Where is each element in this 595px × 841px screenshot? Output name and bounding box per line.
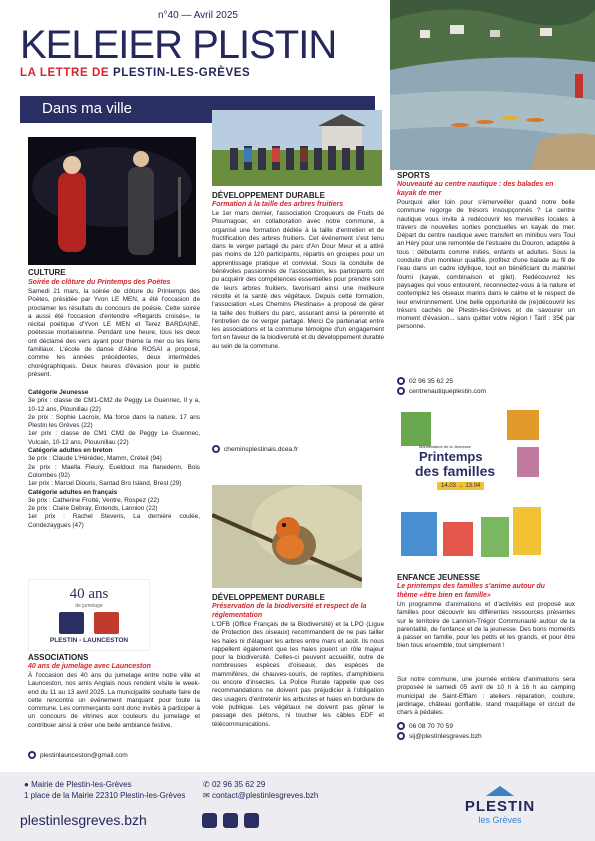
arbres-body: Le 1er mars dernier, l'association Croqueurs de Fruits de Ploumagoar, en collaboration avec notre commune, a organisé une formation dédiée à la taille d'entretien et de fructification des arbres fruitiers. Cet événement s'est tenu dans le verger partagé du parc d'An Dour Meur et a attiré pas moins de 120 participants, répartis en groupes pour un apprentissage pratique et convivial. Sous la conduite de bénévoles passionnés de l'association, les participants ont pu acquérir des compétences essentielles pour prendre soin de leurs arbres fruitiers, favorisant ainsi une meilleure récolte et la santé des végétaux. Depuis cette formation, l'association «Les Chemins Plestinais» a proposé de gérer la taille des fruitiers du parc, assurant ainsi la pérennité et l'entretien de ce verger partagé. Merci Ce partenariat entre les associations et la commune témoigne d'un engagement fort en faveur de la biodiversité et du développement durable au sein de la commune. — [212, 210, 384, 350]
issue-number: n°40 — Avril 2025 — [158, 10, 238, 21]
culture-category: CULTURE — [28, 268, 66, 277]
logo-main: PLESTIN — [464, 798, 536, 815]
robin-bird-photo — [212, 485, 362, 588]
result-line: 2e prix : Sophie Lacroix, Ma force dans la nature, 17 ans Plestin les Grèves (22) — [28, 413, 200, 430]
enfance-category: ENFANCE JEUNESSE — [397, 573, 481, 582]
orchard-group-photo — [212, 110, 382, 186]
subtitle-town: PLESTIN-LES-GRÈVES — [112, 67, 251, 79]
email-icon — [397, 732, 405, 740]
launceston-crest-icon — [94, 612, 119, 634]
sports-body: Pourquoi aller loin pour s'émerveiller quand notre belle commune regorge de trésors insoupçonnés ? Le centre nautique vous invite à redécouvrir les merveilles locales à travers de nouvelles sorties ponctuelles en kayak de mer. Départ du centre nautique avec transfert en minibus vers Toul an Héry pour une remontée de l'estuaire du Douron, adaptée à tous : débutants comme initiés, enfants et adultes. Sous la conduite d'un moniteur qualifié, profitez d'une balade au fil de l'eau dans un cadre idyllique, tout en bénéficiant du matériel fourni (kayak, combinaison et gilet). Redécouvrez les paysages qui vous entourent, reconnectez-vous à la nature et contemplez les oiseaux marins dans le calme et le respect de leur environnement. Une belle opportunité de (re)découvrir les trésors cachés de Plestin-les-Grèves et de savourer un moment d'évasion... sans quitter votre région ! Tarif : 35€ par personne. — [397, 199, 575, 331]
newsletter-subtitle — [20, 67, 250, 79]
jumelage-email[interactable]: plestinlaunceston@gmail.com — [28, 751, 128, 759]
result-line: 1er prix : Rachel Stevens, La dernière coulée, Condezaygues (47) — [28, 513, 200, 529]
arbres-link[interactable]: cheminsplestinais.dcea.fr — [212, 445, 298, 453]
culture-body: Samedi 21 mars, la soirée de clôture du Printemps des Poètes, présidée par Yvon LE MEN, a été l'occasion de proclamer les résultats du concours de poésie. Cette soirée a aussi été l'occasion d'entendre «Regards croisés», le récital poétique d'Yvon LE MEN et Terez BARDAINE, poétesse morlaisienne. Pendant une heure, tous les deux ont déclamé des vers ayant pour thème la mer ou les liens familiaux. L'école de danse d'Aline ROSAI a proposé, comme les années précédentes, deux intermèdes chorégraphiques. Deux heures d'évasion pour le public présent. — [28, 288, 200, 378]
poster-title-2: des familles — [415, 463, 496, 479]
plestin-logo — [440, 786, 560, 825]
subtitle-prefix: LA LETTRE DE — [20, 67, 113, 79]
result-line: 3e prix : Catherine Frotté, Ventre, Rospez (22) — [28, 496, 160, 504]
jumelage-logo — [28, 579, 150, 651]
associations-body: À l'occasion des 40 ans du jumelage entre notre ville et Launceston, nos amis Anglais nous rendent visite le week-end du 11 au 13 avril 2025. La municipalité souhaite faire de cette rencontre un événement marquant pour toute la commune. Les commerçants sont donc invités à participer à un concours de vitrines aux couleurs du jumelage et contribuer ainsi à créer une belle ambiance festive. — [28, 672, 200, 729]
results-heading: Catégorie adultes en breton — [28, 447, 113, 455]
associations-category: ASSOCIATIONS — [28, 653, 89, 662]
instagram-icon[interactable] — [223, 813, 238, 828]
culture-subtitle: Soirée de clôture du Printemps des Poètes — [28, 279, 171, 286]
culture-results — [28, 389, 200, 530]
sports-link[interactable]: centrenautiqueplestin.com — [397, 387, 486, 395]
footer-website[interactable]: plestinlesgreves.bzh — [20, 812, 147, 828]
kayak-estuary-photo — [390, 0, 595, 170]
results-heading: Catégorie Jeunesse — [28, 389, 89, 396]
section-title: Dans ma ville — [42, 100, 133, 117]
enfance-body-2: Sur notre commune, une journée entière d'animations sera proposée le samedi 05 avril de 10 h à 16 h au camping municipal de Saint-Efflam : ateliers réparation, couture, jardinage, château gonflable, stand maquillage et circuit de chars à pédales. — [397, 676, 575, 717]
poster-small-text: Manifestation de la Jeunesse — [419, 444, 471, 449]
jumelage-logo-sub: de jumelage — [75, 603, 103, 609]
footer-address-1: ● Mairie de Plestin-les-Grèves — [24, 780, 132, 789]
newsletter-title: KELEIER PLISTIN — [20, 23, 337, 67]
facebook-icon[interactable] — [202, 813, 217, 828]
plestin-crest-icon — [59, 612, 84, 634]
logo-sub: les Grèves — [478, 815, 522, 825]
poster-title-1: Printemps — [419, 449, 483, 464]
biodiversite-body: L'OFB (Office Français de la Biodiversité) et la LPO (Ligue de Protection des oiseaux) recommandent de ne pas tailler les haies ni d'élaguer les arbres entre mars et août. Ils nous rappellent également que les haies jouent un rôle majeur pour la biodiversité. Celles-ci peuvent accueillir, outre de nombreuses espèces d'oiseaux, des espèces de mammifères, de chauves-souris, de reptiles, d'amphibiens ou encore d'insectes. La Police Rurale rappelle que ces recommandations ne doivent pas préjudicier à l'obligation des usagers d'entretenir les arbustes et haies en bordure de voie publique. Les végétaux ne doivent pas gêner le passage des piétons, ni toucher les câbles EDF et télécommunications. — [212, 621, 384, 728]
result-line: 2e prix : Maella Fleury, Eueldout ma flanedenn, Bois Colombes (92) — [28, 463, 200, 479]
result-line: 1er prix : Marcel Diouris, Santad Bro Island, Brest (29) — [28, 480, 182, 488]
footer-phone[interactable]: ✆ 02 96 35 62 29 — [203, 780, 266, 789]
globe-icon — [212, 445, 220, 453]
location-pin-icon: ● — [24, 780, 29, 789]
email-icon: ✉ — [203, 791, 210, 800]
biodiversite-category: DÉVELOPPEMENT DURABLE — [212, 593, 325, 602]
sports-subtitle: Nouveauté au centre nautique : des balades en kayak de mer — [397, 181, 554, 197]
logo-wave-icon — [486, 786, 514, 796]
enfance-email[interactable]: sij@plestinlesgreves.bzh — [397, 732, 482, 740]
email-icon — [28, 751, 36, 759]
jumelage-logo-text: PLESTIN - LAUNCESTON — [49, 637, 129, 644]
poetry-stage-photo — [28, 137, 196, 265]
footer-email[interactable]: ✉ contact@plestinlesgreves.bzh — [203, 791, 319, 800]
footer-address-2: 1 place de la Mairie 22310 Plestin-les-Grèves — [24, 791, 186, 800]
biodiversite-subtitle: Préservation de la biodiversité et respect de la réglementation — [212, 603, 367, 619]
arbres-category: DÉVELOPPEMENT DURABLE — [212, 191, 325, 200]
sports-phone[interactable]: 02 96 35 62 25 — [397, 377, 453, 385]
phone-icon — [397, 377, 405, 385]
result-line: 2e prix : Claire Debray, Entends, Lannion (22) — [28, 505, 158, 513]
associations-subtitle: 40 ans de jumelage avec Launceston — [28, 663, 151, 670]
sports-category: SPORTS — [397, 171, 430, 180]
enfance-subtitle: Le printemps des familles s'anime autour du thème «être bien en famille» — [397, 583, 545, 599]
globe-icon — [397, 387, 405, 395]
result-line: 3e prix : classe de CM1-CM2 de Peggy Le Guennec, Il y a, 10-12 ans, Plounillau (22) — [28, 397, 200, 413]
phone-icon — [397, 722, 405, 730]
arbres-subtitle: Formation à la taille des arbres fruitiers — [212, 201, 344, 208]
printemps-familles-poster — [397, 402, 545, 562]
result-line: 3e prix : Claude L'Hérédec, Mamm, Créteil (94) — [28, 455, 162, 463]
enfance-phone[interactable]: 06 08 70 70 59 — [397, 722, 453, 730]
jumelage-logo-years: 40 ans — [69, 586, 109, 602]
youtube-icon[interactable] — [244, 813, 259, 828]
enfance-body-1: Un programme d'animations et d'activités est proposé aux familles pour découvrir les différentes ressources présentes sur le territoire de Lannion-Trégor Communauté autour de la parentalité, de l'enfance et de la jeunesse. Des bons moments à passer en famille, pour les petits et les grands, et pour être bien tous ensemble, tout simplement ! — [397, 601, 575, 650]
result-line: 1er prix : classe de CM1 CM2 de Peggy Le Guennec, Vulcain, 10-12 ans, Plouunillau (22) — [28, 430, 200, 446]
phone-icon: ✆ — [203, 780, 210, 789]
social-links — [202, 813, 259, 828]
results-heading: Catégorie adultes en français — [28, 488, 118, 496]
poster-dates: 14.03 → 13.04 — [437, 482, 484, 490]
